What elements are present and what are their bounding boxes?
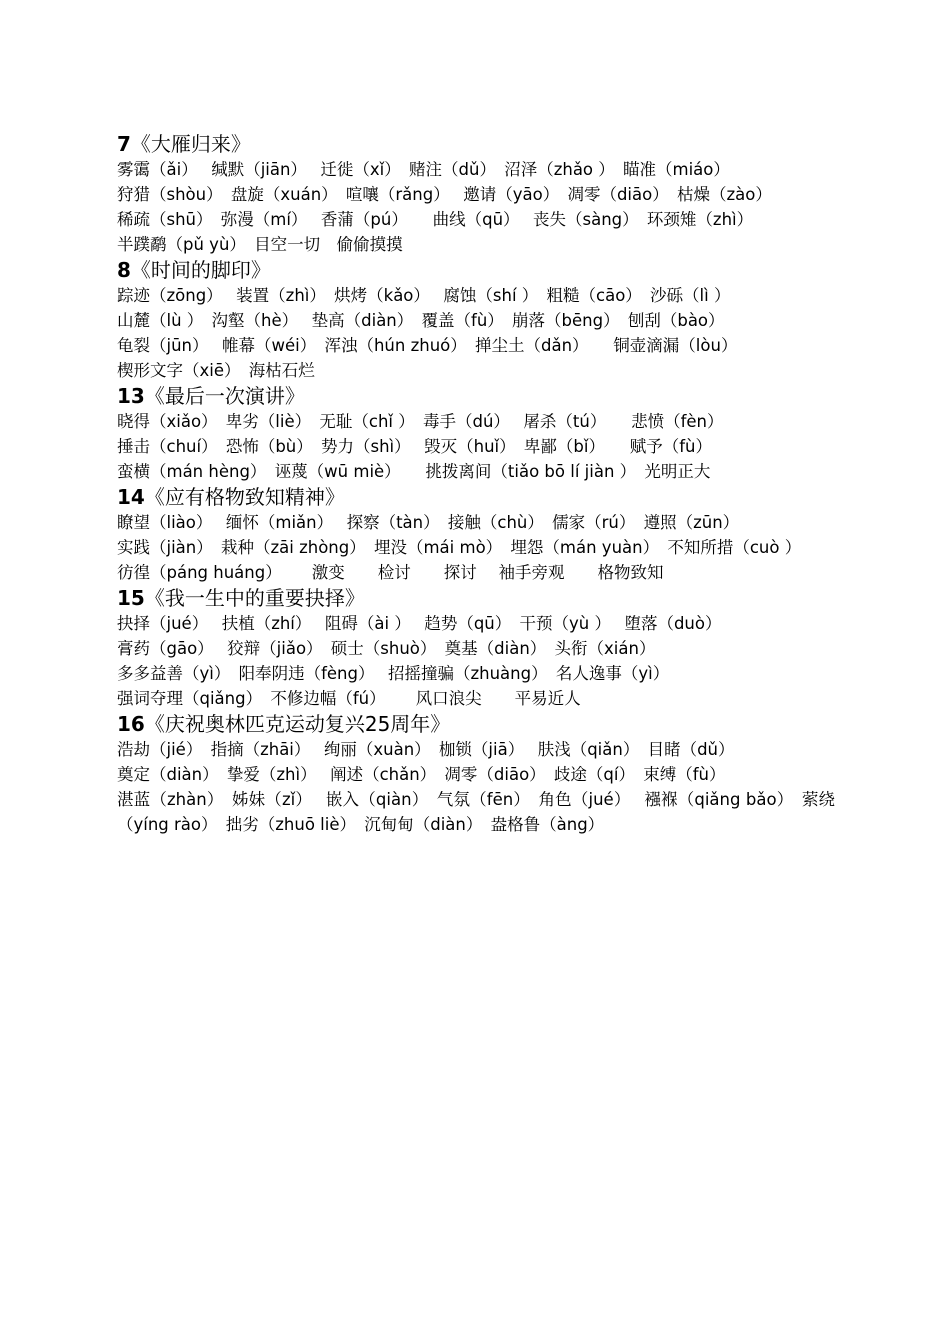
vocab-line: 抉择（jué） 扶植（zhí） 阻碍（ài ） 趋势（qū） 干预（yù ） 堕落（duò）: [117, 614, 722, 633]
vocab-line: 晓得（xiǎo） 卑劣（liè） 无耻（chǐ ） 毒手（dú） 屠杀（tú） 悲愤（fèn）: [117, 412, 724, 431]
lesson-number: 13: [117, 384, 145, 408]
section-heading: [117, 484, 835, 510]
section-lesson-8: [117, 257, 835, 383]
lesson-number: 14: [117, 485, 145, 509]
section-heading: [117, 711, 835, 737]
vocab-line: 奠定（diàn） 挚爱（zhì） 阐述（chǎn） 凋零（diāo） 歧途（qí） 束缚（fù）: [117, 765, 726, 784]
vocab-line: 湛蓝（zhàn） 姊妹（zǐ） 嵌入（qiàn） 气氛（fēn） 角色（jué） 襁褓（qiǎng bǎo） 萦绕（yíng rào） 拙劣（zhuō liè） 沉甸甸（diàn） 盎格鲁（àng）: [117, 790, 835, 834]
lesson-number: 7: [117, 132, 131, 156]
vocab-line: 多多益善（yì） 阳奉阴违（fèng） 招摇撞骗（zhuàng） 名人逸事（yì）: [117, 664, 670, 683]
vocab-line: 龟裂（jūn） 帷幕（wéi） 浑浊（hún zhuó） 掸尘土（dǎn） 铜壶滴漏（lòu）: [117, 336, 738, 355]
section-lesson-14: [117, 484, 835, 585]
vocab-line: 蛮横（mán hèng） 诬蔑（wū miè） 挑拨离间（tiǎo bō lí jiàn ） 光明正大: [117, 462, 711, 481]
document-page: [117, 131, 835, 837]
section-lesson-15: [117, 585, 835, 711]
lesson-number: 16: [117, 712, 145, 736]
vocab-line: 稀疏（shū） 弥漫（mí） 香蒲（pú） 曲线（qū） 丧失（sàng） 环颈雉（zhì）: [117, 210, 754, 229]
lesson-title: 《大雁归来》: [130, 132, 251, 156]
section-heading: [117, 585, 835, 611]
section-lesson-7: [117, 131, 835, 257]
vocab-line: 实践（jiàn） 栽种（zāi zhòng） 埋没（mái mò） 埋怨（mán yuàn） 不知所措（cuò ）: [117, 538, 802, 557]
section-heading: [117, 257, 835, 283]
vocab-line: 狩猎（shòu） 盘旋（xuán） 喧嚷（rǎng） 邀请（yāo） 凋零（diāo） 枯燥（zào）: [117, 185, 772, 204]
section-heading: [117, 383, 835, 409]
vocab-line: 膏药（gāo） 狡辩（jiǎo） 硕士（shuò） 奠基（diàn） 头衔（xián）: [117, 639, 656, 658]
section-lesson-16: [117, 711, 835, 837]
vocab-line: 强词夺理（qiǎng） 不修边幅（fú） 风口浪尖 平易近人: [117, 689, 581, 708]
vocab-line: 雾霭（ǎi） 缄默（jiān） 迁徙（xǐ） 赌注（dǔ） 沼泽（zhǎo ） 瞄准（miáo）: [117, 160, 730, 179]
lesson-title: 《最后一次演讲》: [144, 384, 305, 408]
vocab-line: 捶击（chuí） 恐怖（bù） 势力（shì） 毁灭（huǐ） 卑鄙（bǐ） 赋予（fù）: [117, 437, 712, 456]
lesson-number: 15: [117, 586, 145, 610]
lesson-title: 《时间的脚印》: [130, 258, 271, 282]
vocab-line: 瞭望（liào） 缅怀（miǎn） 探察（tàn） 接触（chù） 儒家（rú） 遵照（zūn）: [117, 513, 740, 532]
vocab-line: 彷徨（páng huáng） 激变 检讨 探讨 袖手旁观 格物致知: [117, 563, 664, 582]
section-lesson-13: [117, 383, 835, 484]
vocab-line: 浩劫（jié） 指摘（zhāi） 绚丽（xuàn） 枷锁（jiā） 肤浅（qiǎn） 目睹（dǔ）: [117, 740, 735, 759]
lesson-title: 《我一生中的重要抉择》: [144, 586, 365, 610]
vocab-line: 山麓（lù ） 沟壑（hè） 垫高（diàn） 覆盖（fù） 崩落（bēng） 刨刮（bào）: [117, 311, 725, 330]
lesson-title: 《庆祝奥林匹克运动复兴25周年》: [144, 712, 451, 736]
vocab-line: 楔形文字（xiē） 海枯石烂: [117, 361, 315, 380]
lesson-number: 8: [117, 258, 131, 282]
section-heading: [117, 131, 835, 157]
vocab-line: 踪迹（zōng） 装置（zhì） 烘烤（kǎo） 腐蚀（shí ） 粗糙（cāo） 沙砾（lì ）: [117, 286, 731, 305]
vocab-line: 半蹼鹬（pǔ yù） 目空一切 偷偷摸摸: [117, 235, 403, 254]
lesson-title: 《应有格物致知精神》: [144, 485, 345, 509]
